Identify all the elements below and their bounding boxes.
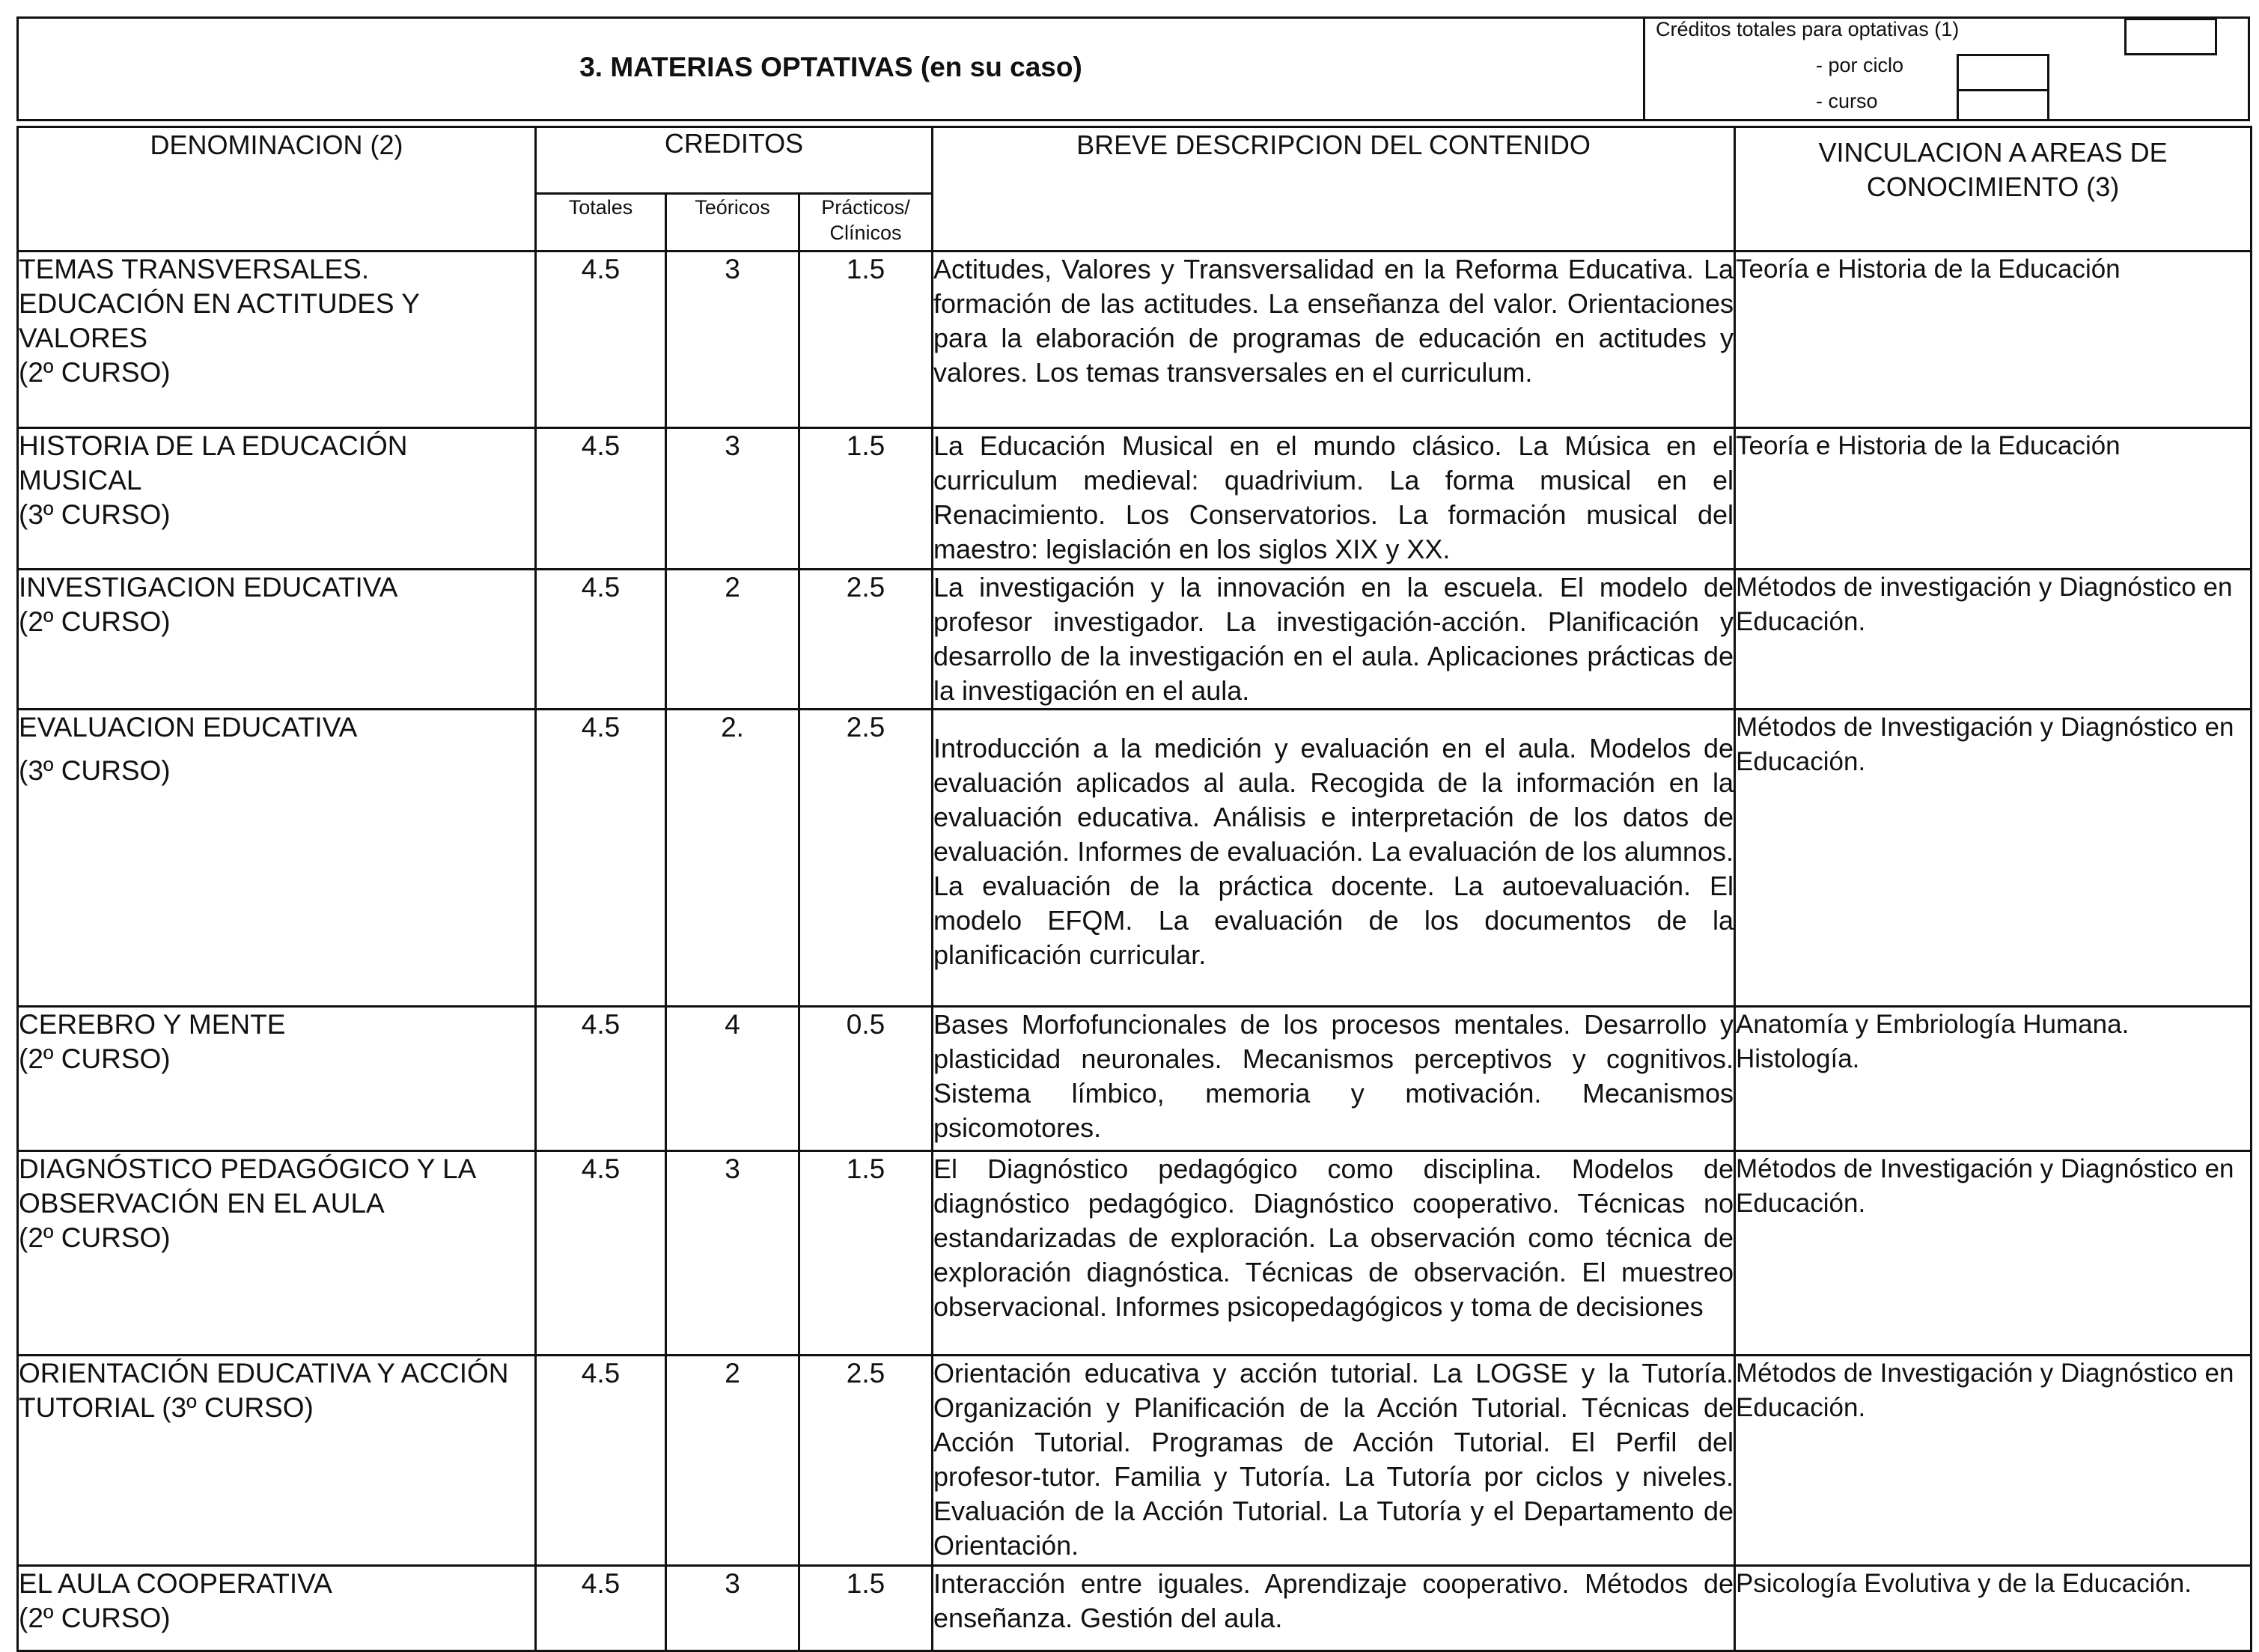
credits-practicos: 1.5 (799, 428, 933, 570)
knowledge-area: Anatomía y Embriología Humana. Histología. (1735, 1007, 2252, 1151)
por-ciclo-box[interactable] (1957, 54, 2049, 91)
table-row (18, 1007, 2252, 1151)
curso-label: - curso (1816, 90, 1878, 112)
credits-totales: 4.5 (536, 1007, 666, 1151)
table-row (18, 252, 2252, 428)
credits-practicos: 1.5 (799, 252, 933, 428)
col-practicos: Prácticos/ Clínicos (799, 194, 933, 252)
credits-totales: 4.5 (536, 710, 666, 1007)
knowledge-area: Teoría e Historia de la Educación (1735, 428, 2252, 570)
knowledge-area: Métodos de Investigación y Diagnóstico en Educación. (1735, 710, 2252, 1007)
subject-course: (3º CURSO) (162, 1392, 314, 1423)
credits-practicos: 1.5 (799, 1151, 933, 1356)
credits-teoricos: 3 (666, 252, 799, 428)
col-descripcion: BREVE DESCRIPCION DEL CONTENIDO (933, 127, 1735, 252)
subject-name: ORIENTACIÓN EDUCATIVA Y ACCIÓN TUTORIAL (19, 1358, 509, 1423)
credits-practicos: 2.5 (799, 570, 933, 710)
subject-description: Bases Morfofuncionales de los procesos mentales. Desarrollo y plasticidad neuronales. Mecanismos perceptivos y cognitivos. Sistema límbico, memoria y motivación. Mecanismos psicomotores. (933, 1007, 1735, 1151)
subject-description: Interacción entre iguales. Aprendizaje cooperativo. Métodos de enseñanza. Gestión del aula. (933, 1566, 1735, 1651)
subject-course: (3º CURSO) (19, 499, 171, 530)
section-header (16, 16, 2250, 121)
credits-teoricos: 3 (666, 428, 799, 570)
credits-practicos: 1.5 (799, 1566, 933, 1651)
credits-teoricos: 3 (666, 1151, 799, 1356)
subject-name-cell (18, 1356, 536, 1566)
subject-name-cell (18, 1007, 536, 1151)
subject-description: La Educación Musical en el mundo clásico. La Música en el curriculum medieval: quadrivium. La forma musical en el Renacimiento. Los Conservatorios. La formación musical del maestro: legislación en los siglos XIX y XX. (933, 428, 1735, 570)
credits-totales: 4.5 (536, 1566, 666, 1651)
subject-course: (3º CURSO) (19, 755, 171, 786)
subject-name: TEMAS TRANSVERSALES. EDUCACIÓN EN ACTITUDES Y VALORES (19, 254, 420, 353)
credits-totales: 4.5 (536, 1356, 666, 1566)
curso-box[interactable] (1957, 89, 2049, 121)
credits-practicos: 2.5 (799, 1356, 933, 1566)
knowledge-area: Métodos de Investigación y Diagnóstico en Educación. (1735, 1151, 2252, 1356)
subject-name: CEREBRO Y MENTE (19, 1009, 286, 1040)
subject-name-cell (18, 1566, 536, 1651)
credits-totales: 4.5 (536, 1151, 666, 1356)
knowledge-area: Teoría e Historia de la Educación (1735, 252, 2252, 428)
subject-name-cell (18, 252, 536, 428)
col-denominacion: DENOMINACION (2) (18, 127, 536, 252)
por-ciclo-label: - por ciclo (1816, 54, 1904, 76)
credits-totales: 4.5 (536, 252, 666, 428)
subject-description: Introducción a la medición y evaluación en el aula. Modelos de evaluación aplicados al aula. Recogida de la información en la evaluación educativa. Análisis e interpretación de los datos de evaluación. Informes de evaluación. La evaluación de los alumnos. La evaluación de la práctica docente. La autoevaluación. El modelo EFQM. La evaluación de los documentos de la planificación curricular. (933, 710, 1735, 1007)
subject-description: Actitudes, Valores y Transversalidad en la Reforma Educativa. La formación de las actitudes. La enseñanza del valor. Orientaciones para la elaboración de programas de educación en actitudes y valores. Los temas transversales en el curriculum. (933, 252, 1735, 428)
subject-name: EVALUACION EDUCATIVA (19, 712, 358, 743)
table-row (18, 1151, 2252, 1356)
table-row (18, 1356, 2252, 1566)
subject-name: INVESTIGACION EDUCATIVA (19, 572, 398, 603)
credits-totales: 4.5 (536, 570, 666, 710)
subject-name-cell (18, 1151, 536, 1356)
credits-totales: 4.5 (536, 428, 666, 570)
subject-name-cell (18, 710, 536, 1007)
col-teoricos: Teóricos (666, 194, 799, 252)
optional-subjects-form (16, 16, 2250, 1652)
subject-name-cell (18, 428, 536, 570)
subject-course: (2º CURSO) (19, 1603, 171, 1633)
credits-total-box[interactable] (2124, 18, 2217, 55)
credits-teoricos: 4 (666, 1007, 799, 1151)
credits-teoricos: 2 (666, 1356, 799, 1566)
credits-practicos: 2.5 (799, 710, 933, 1007)
table-row (18, 1566, 2252, 1651)
subject-name: DIAGNÓSTICO PEDAGÓGICO Y LA OBSERVACIÓN EN EL AULA (19, 1153, 475, 1219)
table-row (18, 710, 2252, 1007)
credits-teoricos: 2 (666, 570, 799, 710)
subject-name: EL AULA COOPERATIVA (19, 1568, 332, 1599)
table-row (18, 570, 2252, 710)
col-totales: Totales (536, 194, 666, 252)
subject-description: La investigación y la innovación en la escuela. El modelo de profesor investigador. La investigación-acción. Planificación y desarrollo de la investigación en el aula. Aplicaciones prácticas de la investigación en el aula. (933, 570, 1735, 710)
section-title: 3. MATERIAS OPTATIVAS (en su caso) (579, 52, 1082, 82)
credits-practicos: 0.5 (799, 1007, 933, 1151)
subject-name-cell (18, 570, 536, 710)
knowledge-area: Psicología Evolutiva y de la Educación. (1735, 1566, 2252, 1651)
subject-course: (2º CURSO) (19, 1222, 171, 1253)
credits-total-label: Créditos totales para optativas (1) (1656, 18, 1960, 40)
credits-summary (1643, 16, 2250, 121)
table-row (18, 428, 2252, 570)
credits-teoricos: 3 (666, 1566, 799, 1651)
subjects-table (16, 126, 2252, 1652)
subject-name: HISTORIA DE LA EDUCACIÓN MUSICAL (19, 430, 408, 496)
subject-course: (2º CURSO) (19, 357, 171, 388)
knowledge-area: Métodos de Investigación y Diagnóstico en Educación. (1735, 1356, 2252, 1566)
credits-teoricos: 2. (666, 710, 799, 1007)
col-vinculacion: VINCULACION A AREAS DE CONOCIMIENTO (3) (1735, 127, 2252, 252)
subject-description: El Diagnóstico pedagógico como disciplina. Modelos de diagnóstico pedagógico. Diagnóstico cooperativo. Técnicas no estandarizadas de exploración. La observación como técnica de exploración diagnóstica. Técnicas de observación. El muestreo observacional. Informes psicopedagógicos y toma de decisiones (933, 1151, 1735, 1356)
subject-course: (2º CURSO) (19, 606, 171, 637)
knowledge-area: Métodos de investigación y Diagnóstico en Educación. (1735, 570, 2252, 710)
subject-description: Orientación educativa y acción tutorial. La LOGSE y la Tutoría. Organización y Planificación de la Acción Tutorial. Técnicas de Acción Tutorial. Programas de Acción Tutorial. El Perfil del profesor-tutor. Familia y Tutoría. La Tutoría por ciclos y niveles. Evaluación de la Acción Tutorial. La Tutoría y el Departamento de Orientación. (933, 1356, 1735, 1566)
subject-course: (2º CURSO) (19, 1043, 171, 1074)
col-creditos: CREDITOS (536, 127, 933, 194)
